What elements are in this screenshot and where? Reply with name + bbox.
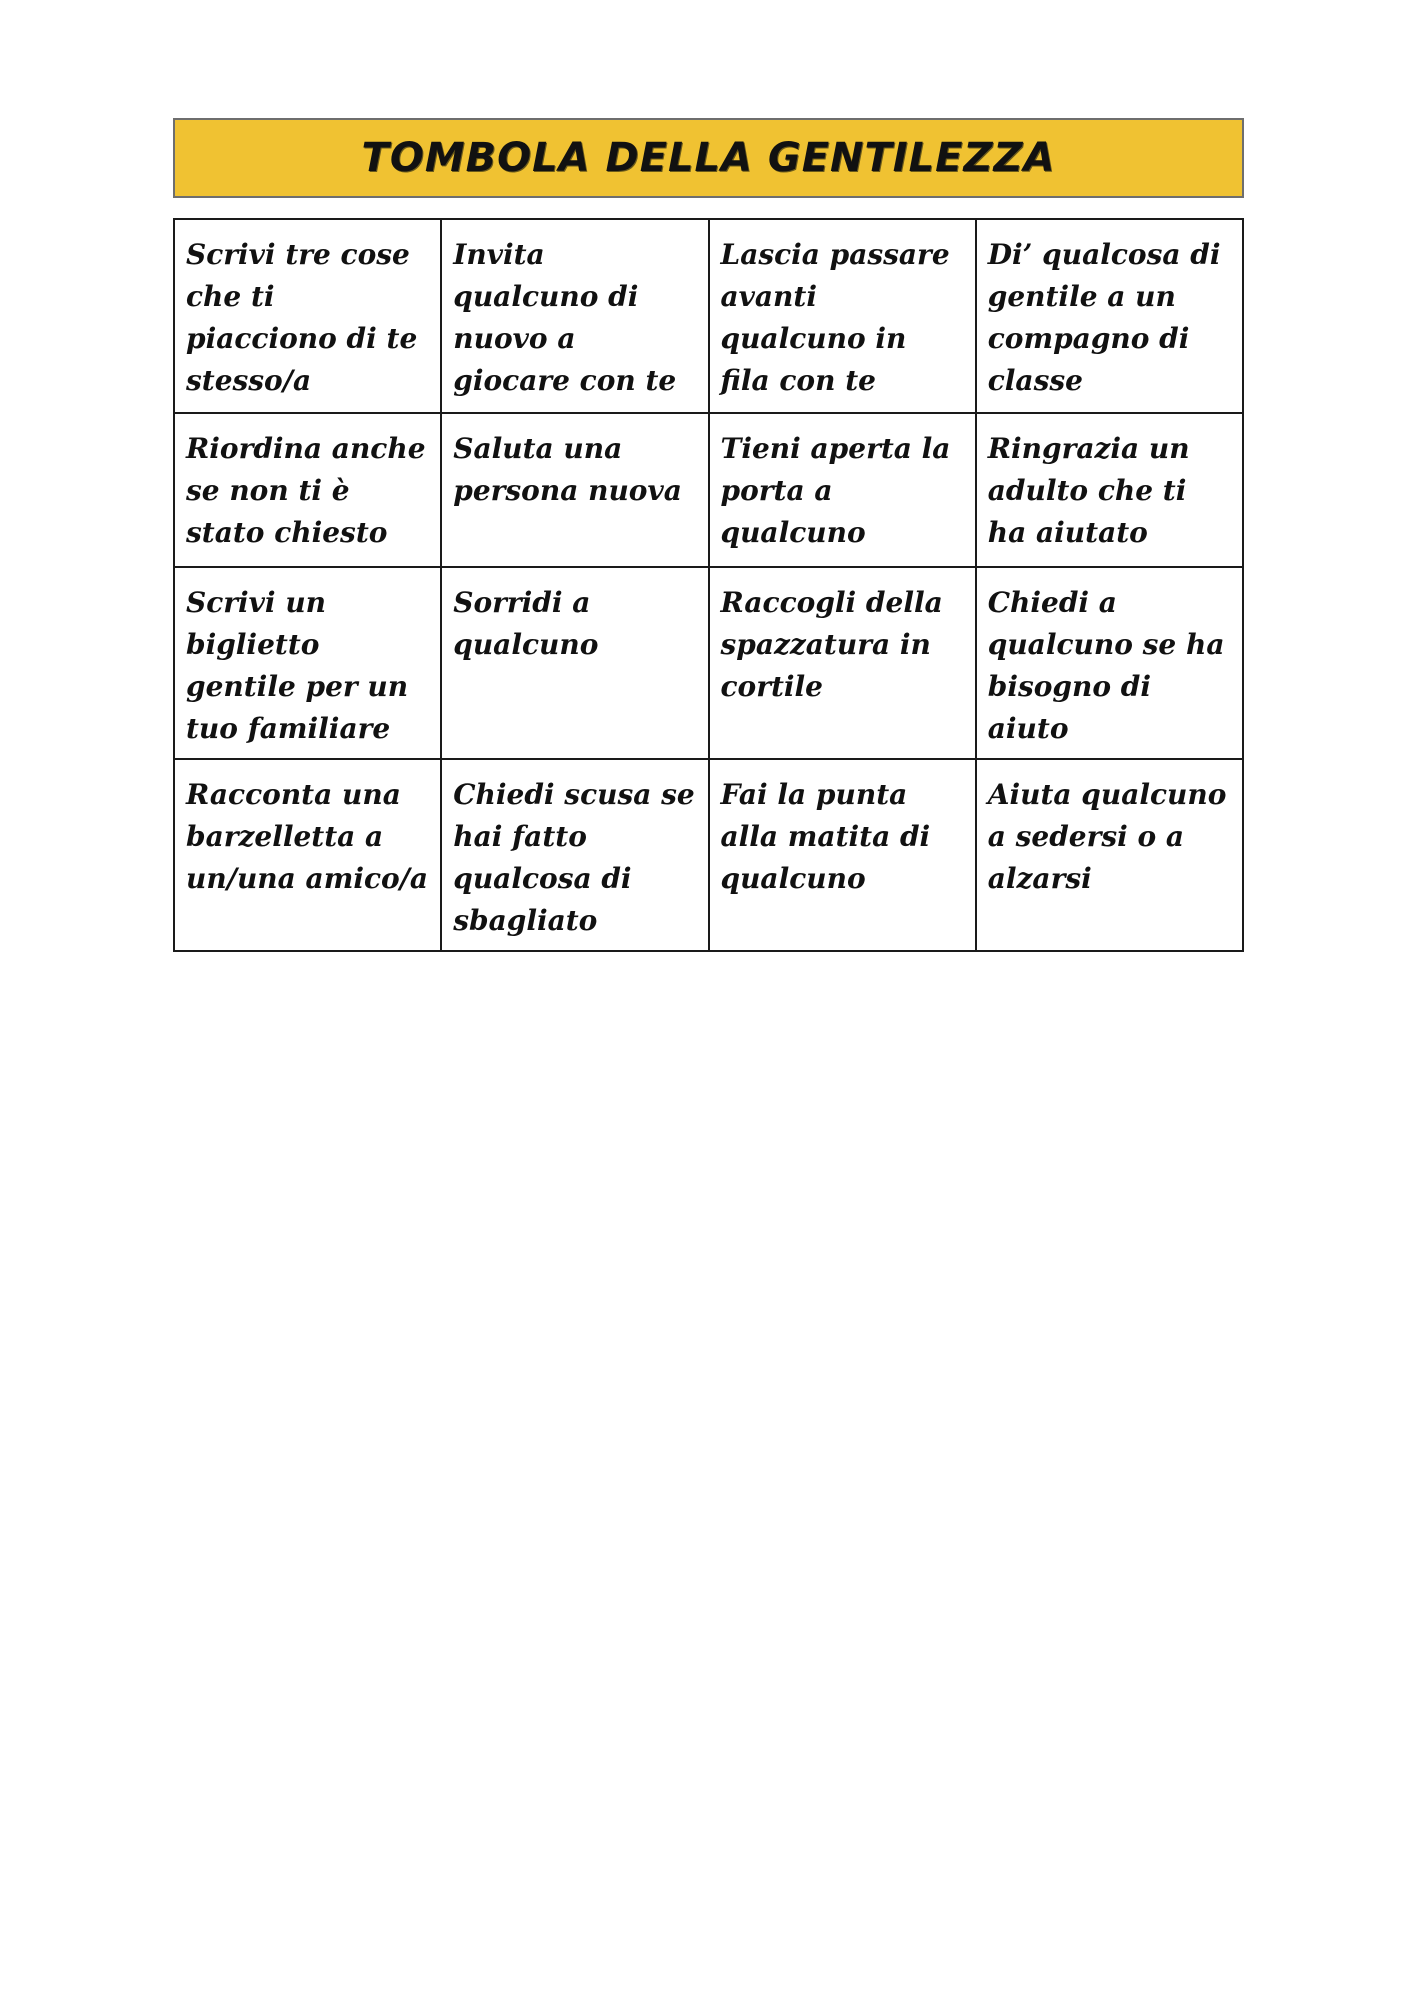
grid-row (174, 413, 1243, 567)
grid-cell: Di’ qualcosa di gentile a un compagno di classe (976, 219, 1243, 413)
grid-cell: Racconta una barzelletta a un/una amico/a (174, 759, 441, 951)
grid-cell: Raccogli della spazzatura in cortile (709, 567, 976, 759)
grid-cell: Invita qualcuno di nuovo a giocare con te (441, 219, 708, 413)
grid-cell: Fai la punta alla matita di qualcuno (709, 759, 976, 951)
grid-row (174, 759, 1243, 951)
grid-cell: Sorridi a qualcuno (441, 567, 708, 759)
grid-cell: Riordina anche se non ti è stato chiesto (174, 413, 441, 567)
grid-cell: Chiedi a qualcuno se ha bisogno di aiuto (976, 567, 1243, 759)
page-title: TOMBOLA DELLA GENTILEZZA (361, 135, 1056, 181)
grid-cell: Ringrazia un adulto che ti ha aiutato (976, 413, 1243, 567)
grid-cell: Tieni aperta la porta a qualcuno (709, 413, 976, 567)
grid-cell: Aiuta qualcuno a sedersi o a alzarsi (976, 759, 1243, 951)
title-banner (173, 118, 1244, 198)
grid-cell: Scrivi tre cose che ti piacciono di te stesso/a (174, 219, 441, 413)
grid-row (174, 219, 1243, 413)
kindness-bingo-grid (173, 218, 1244, 952)
grid-cell: Scrivi un biglietto gentile per un tuo familiare (174, 567, 441, 759)
grid-cell: Chiedi scusa se hai fatto qualcosa di sbagliato (441, 759, 708, 951)
grid-cell: Saluta una persona nuova (441, 413, 708, 567)
grid-row (174, 567, 1243, 759)
grid-cell: Lascia passare avanti qualcuno in fila con te (709, 219, 976, 413)
